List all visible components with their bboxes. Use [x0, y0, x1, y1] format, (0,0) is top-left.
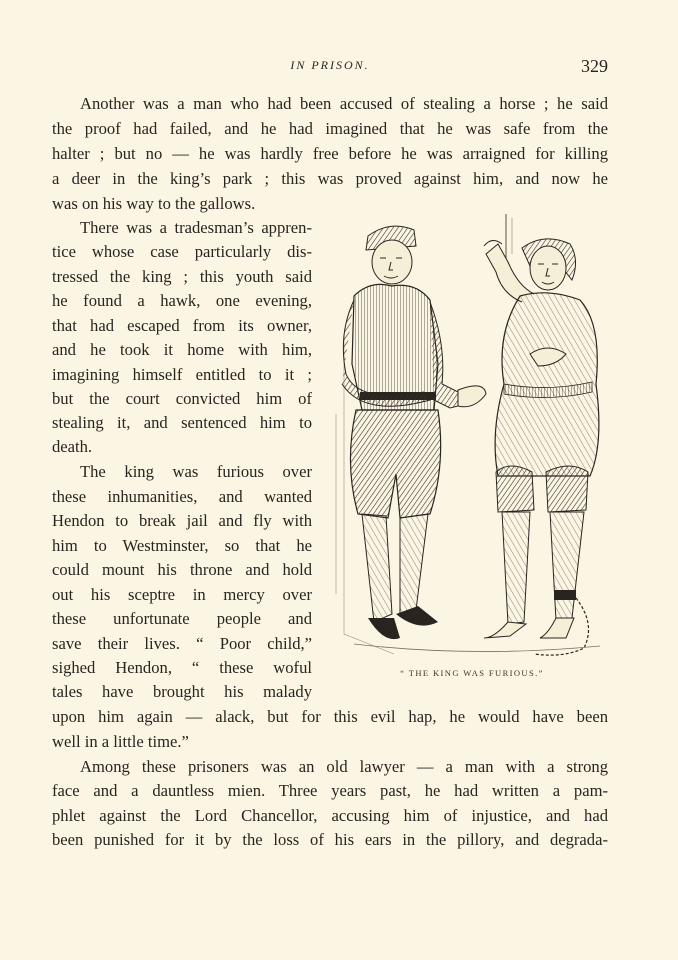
text-line: but the court convicted him of — [52, 389, 312, 408]
text-line: the proof had failed, and he had imagined that he was safe from the — [52, 119, 608, 138]
illustration — [334, 214, 610, 684]
text-line: death. — [52, 437, 93, 456]
page-header — [52, 56, 608, 78]
jailer-figure — [342, 226, 486, 639]
text-line: that had escaped from its owner, — [52, 316, 312, 335]
king-figure — [484, 239, 599, 655]
text-line: a deer in the king’s park ; this was proved against him, and now he — [52, 169, 608, 188]
text-line: Another was a man who had been accused of stealing a horse ; he said — [80, 94, 608, 113]
text-line: halter ; but no — he was hardly free before he was arraigned for killing — [52, 144, 608, 163]
text-line: Hendon to break jail and fly with — [52, 511, 312, 530]
text-line: could mount his throne and hold — [52, 560, 312, 579]
text-line: tice whose case particularly dis- — [52, 242, 312, 261]
text-line: well in a little time.” — [52, 732, 189, 751]
text-line: he found a hawk, one evening, — [52, 291, 312, 310]
text-line: was on his way to the gallows. — [52, 194, 256, 213]
text-line: out his sceptre in mercy over — [52, 585, 312, 604]
text-line: these unfortunate people and — [52, 609, 312, 628]
text-line: sighed Hendon, “ these woful — [52, 658, 312, 677]
figure-caption: “ THE KING WAS FURIOUS.” — [400, 668, 544, 678]
engraving-king-and-jailer — [334, 214, 610, 662]
text-line: face and a dauntless mien. Three years past, he had written a pam- — [52, 781, 608, 800]
text-line: tressed the king ; this youth said — [52, 267, 312, 286]
text-line: stealing it, and sentenced him to — [52, 413, 312, 432]
text-line: tales have brought his malady — [52, 682, 312, 701]
text-line: and he took it home with him, — [52, 340, 312, 359]
text-line: him to Westminster, so that he — [52, 536, 312, 555]
text-line: The king was furious over — [80, 462, 312, 481]
text-line: There was a tradesman’s appren- — [80, 218, 312, 237]
text-line: upon him again — alack, but for this evil hap, he would have been — [52, 707, 608, 726]
text-line: save their lives. “ Poor child,” — [52, 634, 312, 653]
text-line: Among these prisoners was an old lawyer — a man with a strong — [80, 757, 608, 776]
page-number: 329 — [581, 56, 608, 76]
text-line: imagining himself entitled to it ; — [52, 365, 312, 384]
running-head: IN PRISON. — [290, 58, 370, 72]
text-line: these inhumanities, and wanted — [52, 487, 312, 506]
text-line: been punished for it by the loss of his ears in the pillory, and degrada- — [52, 830, 608, 849]
text-line: phlet against the Lord Chancellor, accusing him of injustice, and had — [52, 806, 608, 825]
